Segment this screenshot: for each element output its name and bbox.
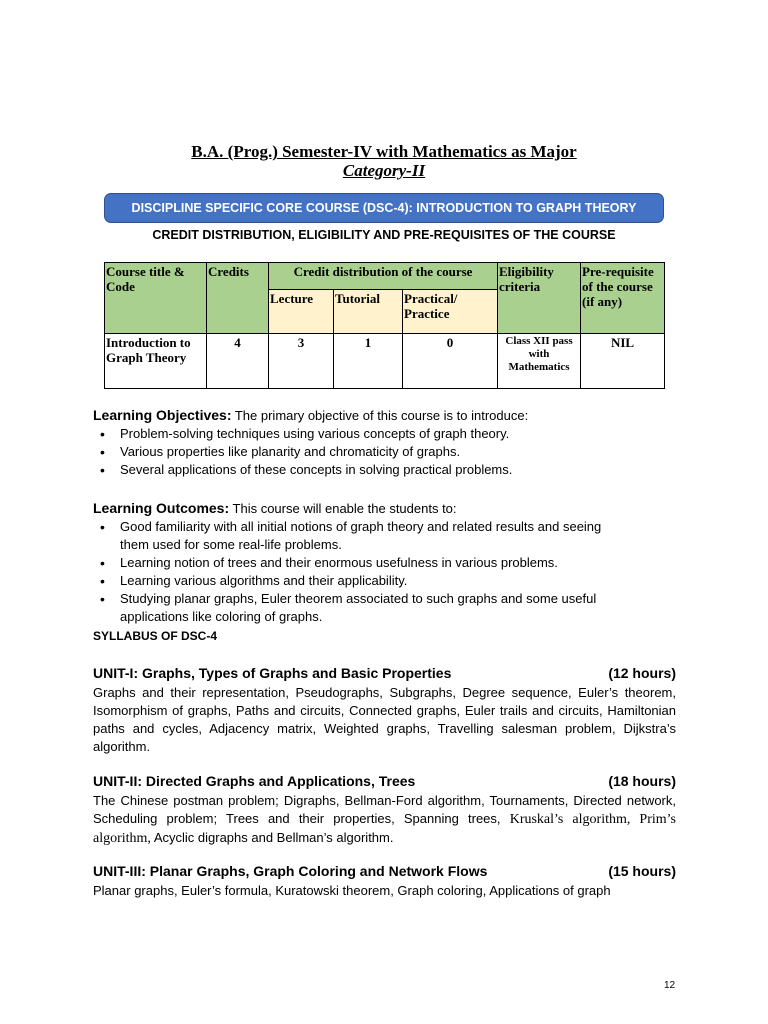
page-title: B.A. (Prog.) Semester-IV with Mathematics as Major [191, 142, 577, 161]
list-item: • Learning various algorithms and their applicability. [93, 572, 676, 590]
credit-heading: CREDIT DISTRIBUTION, ELIGIBILITY AND PRE-REQUISITES OF THE COURSE [152, 228, 616, 242]
objectives-heading: Learning Objectives: [93, 407, 232, 423]
header-credit-distribution: Credit distribution of the course [269, 263, 498, 290]
learning-outcomes [93, 499, 676, 626]
header-course-title: Course title & Code [105, 263, 207, 334]
unit-2-body: The Chinese postman problem; Digraphs, Bellman-Ford algorithm, Tournaments, Directed network, Scheduling problem; Trees and their properties, Spanning trees, Kruskal’s algorithm, Prim’s algorithm, Acyclic digraphs and Bellman’s algorithm. [93, 793, 676, 846]
table-row [105, 334, 665, 389]
header-lecture: Lecture [269, 290, 334, 334]
cell-tutorial: 1 [334, 334, 403, 389]
credit-table [104, 262, 665, 389]
cell-course-title: Introduction to Graph Theory [105, 334, 207, 389]
unit-3-heading [93, 863, 676, 879]
objectives-intro: The primary objective of this course is to introduce: [231, 408, 529, 423]
course-banner: DISCIPLINE SPECIFIC CORE COURSE (DSC-4): INTRODUCTION TO GRAPH THEORY [104, 193, 664, 223]
unit-2-heading [93, 773, 676, 789]
list-item: • Various properties like planarity and chromaticity of graphs. [93, 443, 676, 461]
unit-2-title: UNIT-II: Directed Graphs and Applications, Trees [93, 773, 416, 789]
list-item: • Several applications of these concepts in solving practical problems. [93, 461, 676, 479]
unit-1-title: UNIT-I: Graphs, Types of Graphs and Basic Properties [93, 665, 452, 681]
header-tutorial: Tutorial [334, 290, 403, 334]
syllabus-heading: SYLLABUS OF DSC-4 [93, 629, 218, 643]
cell-eligibility: Class XII pass with Mathematics [498, 334, 581, 389]
header-prerequisite: Pre-requisite of the course (if any) [581, 263, 665, 334]
header-eligibility: Eligibility criteria [498, 263, 581, 334]
header-practical: Practical/ Practice [403, 290, 498, 334]
page-subtitle: Category-II [342, 161, 426, 180]
outcomes-heading: Learning Outcomes: [93, 500, 230, 516]
unit-3-body: Planar graphs, Euler’s formula, Kuratowski theorem, Graph coloring, Applications of graph [93, 883, 611, 898]
list-item: • Studying planar graphs, Euler theorem associated to such graphs and some useful applications like coloring of graphs. [93, 590, 676, 626]
unit-1-body: Graphs and their representation, Pseudographs, Subgraphs, Degree sequence, Euler’s theorem, Isomorphism of graphs, Paths and circuits, Connected graphs, Euler trails and circuits, Hamiltonian paths and cycles, Adjacency matrix, Weighted graphs, Travelling salesman problem, Dijkstra’s algorithm. [93, 685, 676, 754]
outcomes-intro: This course will enable the students to: [229, 501, 457, 516]
unit-1-hours: (12 hours) [608, 665, 676, 681]
cell-prerequisite: NIL [581, 334, 665, 389]
cell-practical: 0 [403, 334, 498, 389]
page-number: 12 [664, 980, 676, 991]
unit-3-hours: (15 hours) [608, 863, 676, 879]
unit-2-hours: (18 hours) [608, 773, 676, 789]
cell-credits: 4 [207, 334, 269, 389]
header-credits: Credits [207, 263, 269, 334]
cell-lecture: 3 [269, 334, 334, 389]
unit-3-title: UNIT-III: Planar Graphs, Graph Coloring and Network Flows [93, 863, 488, 879]
unit-1-heading [93, 665, 676, 681]
learning-objectives [93, 406, 676, 479]
list-item: • Good familiarity with all initial notions of graph theory and related results and seeing them used for some real-life problems. [93, 518, 676, 554]
list-item: • Learning notion of trees and their enormous usefulness in various problems. [93, 554, 676, 572]
list-item: • Problem-solving techniques using various concepts of graph theory. [93, 425, 676, 443]
